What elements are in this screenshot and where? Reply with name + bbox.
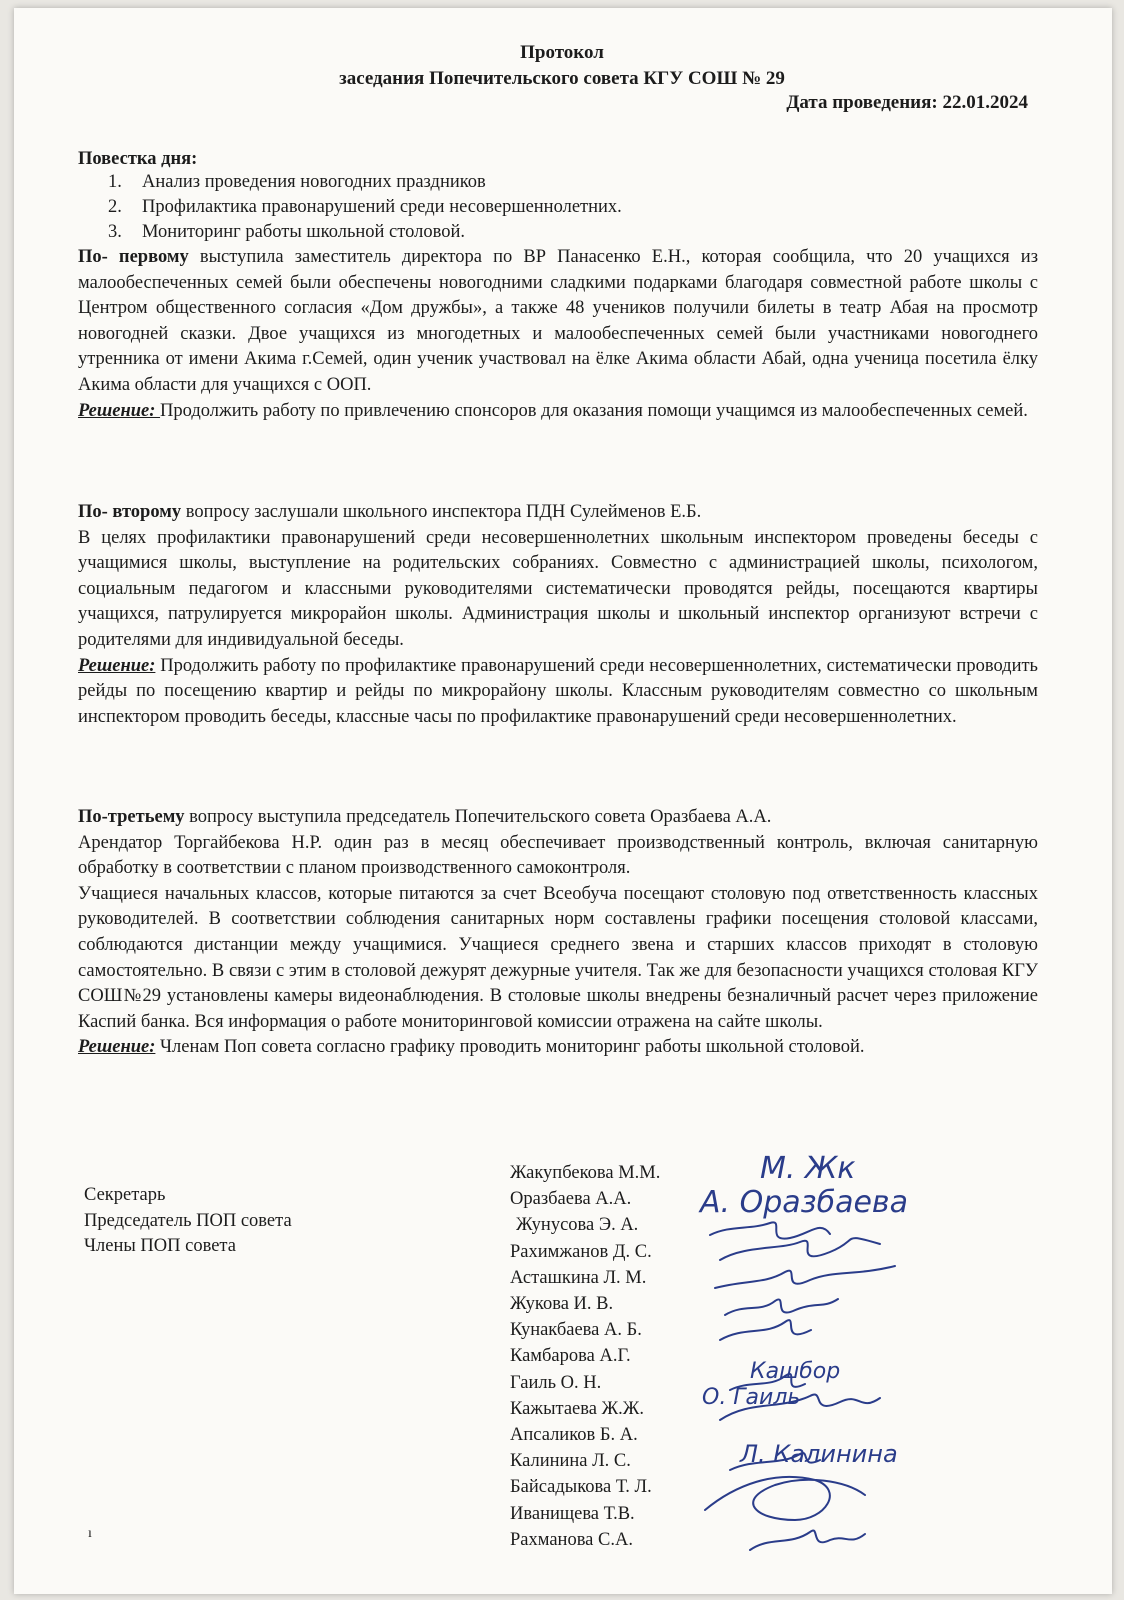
signatory-name: Кунакбаева А. Б. bbox=[510, 1320, 642, 1341]
agenda-heading: Повестка дня: bbox=[78, 149, 198, 169]
question-1 bbox=[78, 245, 1038, 424]
agenda-item: 1. Анализ проведения новогодних праздников bbox=[108, 172, 486, 192]
handwritten-signatures bbox=[680, 1140, 1040, 1580]
role-secretary: Секретарь bbox=[84, 1185, 166, 1205]
q1-decision-label: Решение: bbox=[78, 400, 161, 421]
protocol-title: Протокол bbox=[520, 42, 604, 63]
signature-stroke bbox=[705, 1477, 865, 1520]
signatory-name: Камбарова А.Г. bbox=[510, 1346, 631, 1367]
agenda-item: 2. Профилактика правонарушений среди несовершеннолетних. bbox=[108, 197, 622, 217]
q3-decision-label: Решение: bbox=[78, 1037, 156, 1058]
signatory-name: Байсадыкова Т. Л. bbox=[510, 1477, 652, 1498]
q3-paragraph-2: Учащиеся начальных классов, которые питаются за счет Всеобуча посещают столовую под ответственность классных руководителей. В соответствии соблюдения санитарных норм составлены графики посещения столовой классами, соблюдаются дистанции между учащимися. Учащиеся среднего звена и старших классов приходят в столовую самостоятельно. В связи с этим в столовой дежурят дежурные учителя. Так же для безопасности учащихся столовая КГУ СОШ№29 установлены камеры видеонаблюдения. В столовые школы внедрены безналичный расчет через приложение Каспий банка. Вся информация о работе мониторинговой комиссии отражена на сайте школы. bbox=[78, 883, 1038, 1032]
signatory-name: Асташкина Л. М. bbox=[510, 1267, 647, 1288]
signatory-name: Оразбаева А.А. bbox=[510, 1189, 632, 1210]
q2-decision-label: Решение: bbox=[78, 655, 156, 676]
signature-stroke bbox=[725, 1299, 838, 1315]
signature-zhakupbekova: М. Жк bbox=[760, 1151, 856, 1186]
signatory-name: Калинина Л. С. bbox=[510, 1451, 631, 1472]
q3-text: вопросу выступила председатель Попечительского совета Оразбаева А.А. bbox=[184, 807, 772, 827]
role-members: Члены ПОП совета bbox=[84, 1236, 236, 1256]
signatory-roles bbox=[84, 1183, 292, 1260]
q3-lead: По-третьему bbox=[78, 807, 185, 827]
page-mark: ı bbox=[88, 1526, 92, 1541]
signatory-name: Рахимжанов Д. С. bbox=[510, 1241, 652, 1262]
signatory-name: Кажытаева Ж.Ж. bbox=[510, 1398, 644, 1419]
signature-gail: О. Гаиль bbox=[702, 1385, 801, 1410]
q2-text: вопросу заслушали школьного инспектора ПДН Сулейменов Е.Б. bbox=[181, 502, 702, 522]
signature-kambarova: Кашбор bbox=[750, 1359, 841, 1384]
signatory-name: Рахманова С.А. bbox=[510, 1529, 633, 1550]
signatory-names bbox=[510, 1160, 660, 1553]
signature-stroke bbox=[720, 1238, 880, 1260]
question-2 bbox=[78, 500, 1038, 730]
q1-decision: Продолжить работу по привлечению спонсоров для оказания помощи учащимся из малообеспеченных семей. bbox=[160, 400, 1028, 421]
q2-lead: По- второму bbox=[78, 502, 182, 522]
signatory-name: Иванищева Т.В. bbox=[510, 1503, 635, 1524]
signature-stroke bbox=[715, 1266, 895, 1288]
q2-decision: Продолжить работу по профилактике правонарушений среди несовершеннолетних, систематически проводить рейды по посещению квартир и рейды по микрорайону школы. Классным руководителям совместно со школьным инспектором проводить беседы, классные часы по профилактике правонарушений среди несовершеннолетних. bbox=[78, 655, 1038, 727]
signatory-name: Апсаликов Б. А. bbox=[510, 1425, 638, 1446]
q1-text: выступила заместитель директора по ВР Панасенко Е.Н., которая сообщила, что 20 учащихся из малообеспеченных семей были обеспечены новогодними сладкими подарками благодаря совместной работе школы с Центром общественного согласия «Дом дружбы», а также 48 учеников получили билеты в театр Абая на просмотр новогодней сказки. Двое учащихся из многодетных и малообеспеченных семей были участниками новогоднего утренника от имени Акима г.Семей, один ученик участвовал на ёлке Акима области Абай, одна ученица посетила ёлку Акима области для учащихся с ООП. bbox=[78, 247, 1039, 395]
signatory-name: Жунусова Э. А. bbox=[516, 1215, 639, 1236]
signature-orazbaeva: А. Оразбаева bbox=[700, 1185, 908, 1220]
signature-kalinina: Л. Калинина bbox=[740, 1440, 898, 1468]
role-chairman: Председатель ПОП совета bbox=[84, 1210, 292, 1231]
signature-stroke bbox=[750, 1530, 865, 1550]
q3-paragraph-1: Арендатор Торгайбекова Н.Р. один раз в месяц обеспечивает производственный контроль, включая санитарную обработку в соответствии с планом производственного самоконтроля. bbox=[78, 832, 1038, 879]
signatory-name: Гаиль О. Н. bbox=[510, 1372, 602, 1393]
question-3 bbox=[78, 805, 1038, 1061]
signatory-name: Жукова И. В. bbox=[510, 1294, 614, 1315]
meeting-date: Дата проведения: 22.01.2024 bbox=[786, 92, 1028, 113]
signatory-name: Жакупбекова М.М. bbox=[510, 1163, 661, 1183]
agenda-item: 3. Мониторинг работы школьной столовой. bbox=[108, 222, 465, 242]
signature-stroke bbox=[710, 1222, 830, 1238]
q3-decision: Членам Поп совета согласно графику проводить мониторинг работы школьной столовой. bbox=[155, 1037, 865, 1058]
agenda-list bbox=[108, 170, 622, 245]
q1-lead: По- первому bbox=[78, 247, 189, 267]
signature-stroke bbox=[720, 1320, 811, 1340]
q2-body: В целях профилактики правонарушений среди несовершеннолетних школьным инспектором проведены беседы с учащимися школы, выступление на родительских собраниях. Совместно с администрацией школы, психологом, социальным педагогом и классными руководителями систематически проводятся рейды, посещаются квартиры учащихся, патрулируется микрорайон школы. Администрация школы и школьный инспектор организуют встречи с родителями для индивидуальной беседы. bbox=[78, 527, 1038, 650]
protocol-subtitle: заседания Попечительского совета КГУ СОШ № 29 bbox=[339, 68, 785, 89]
